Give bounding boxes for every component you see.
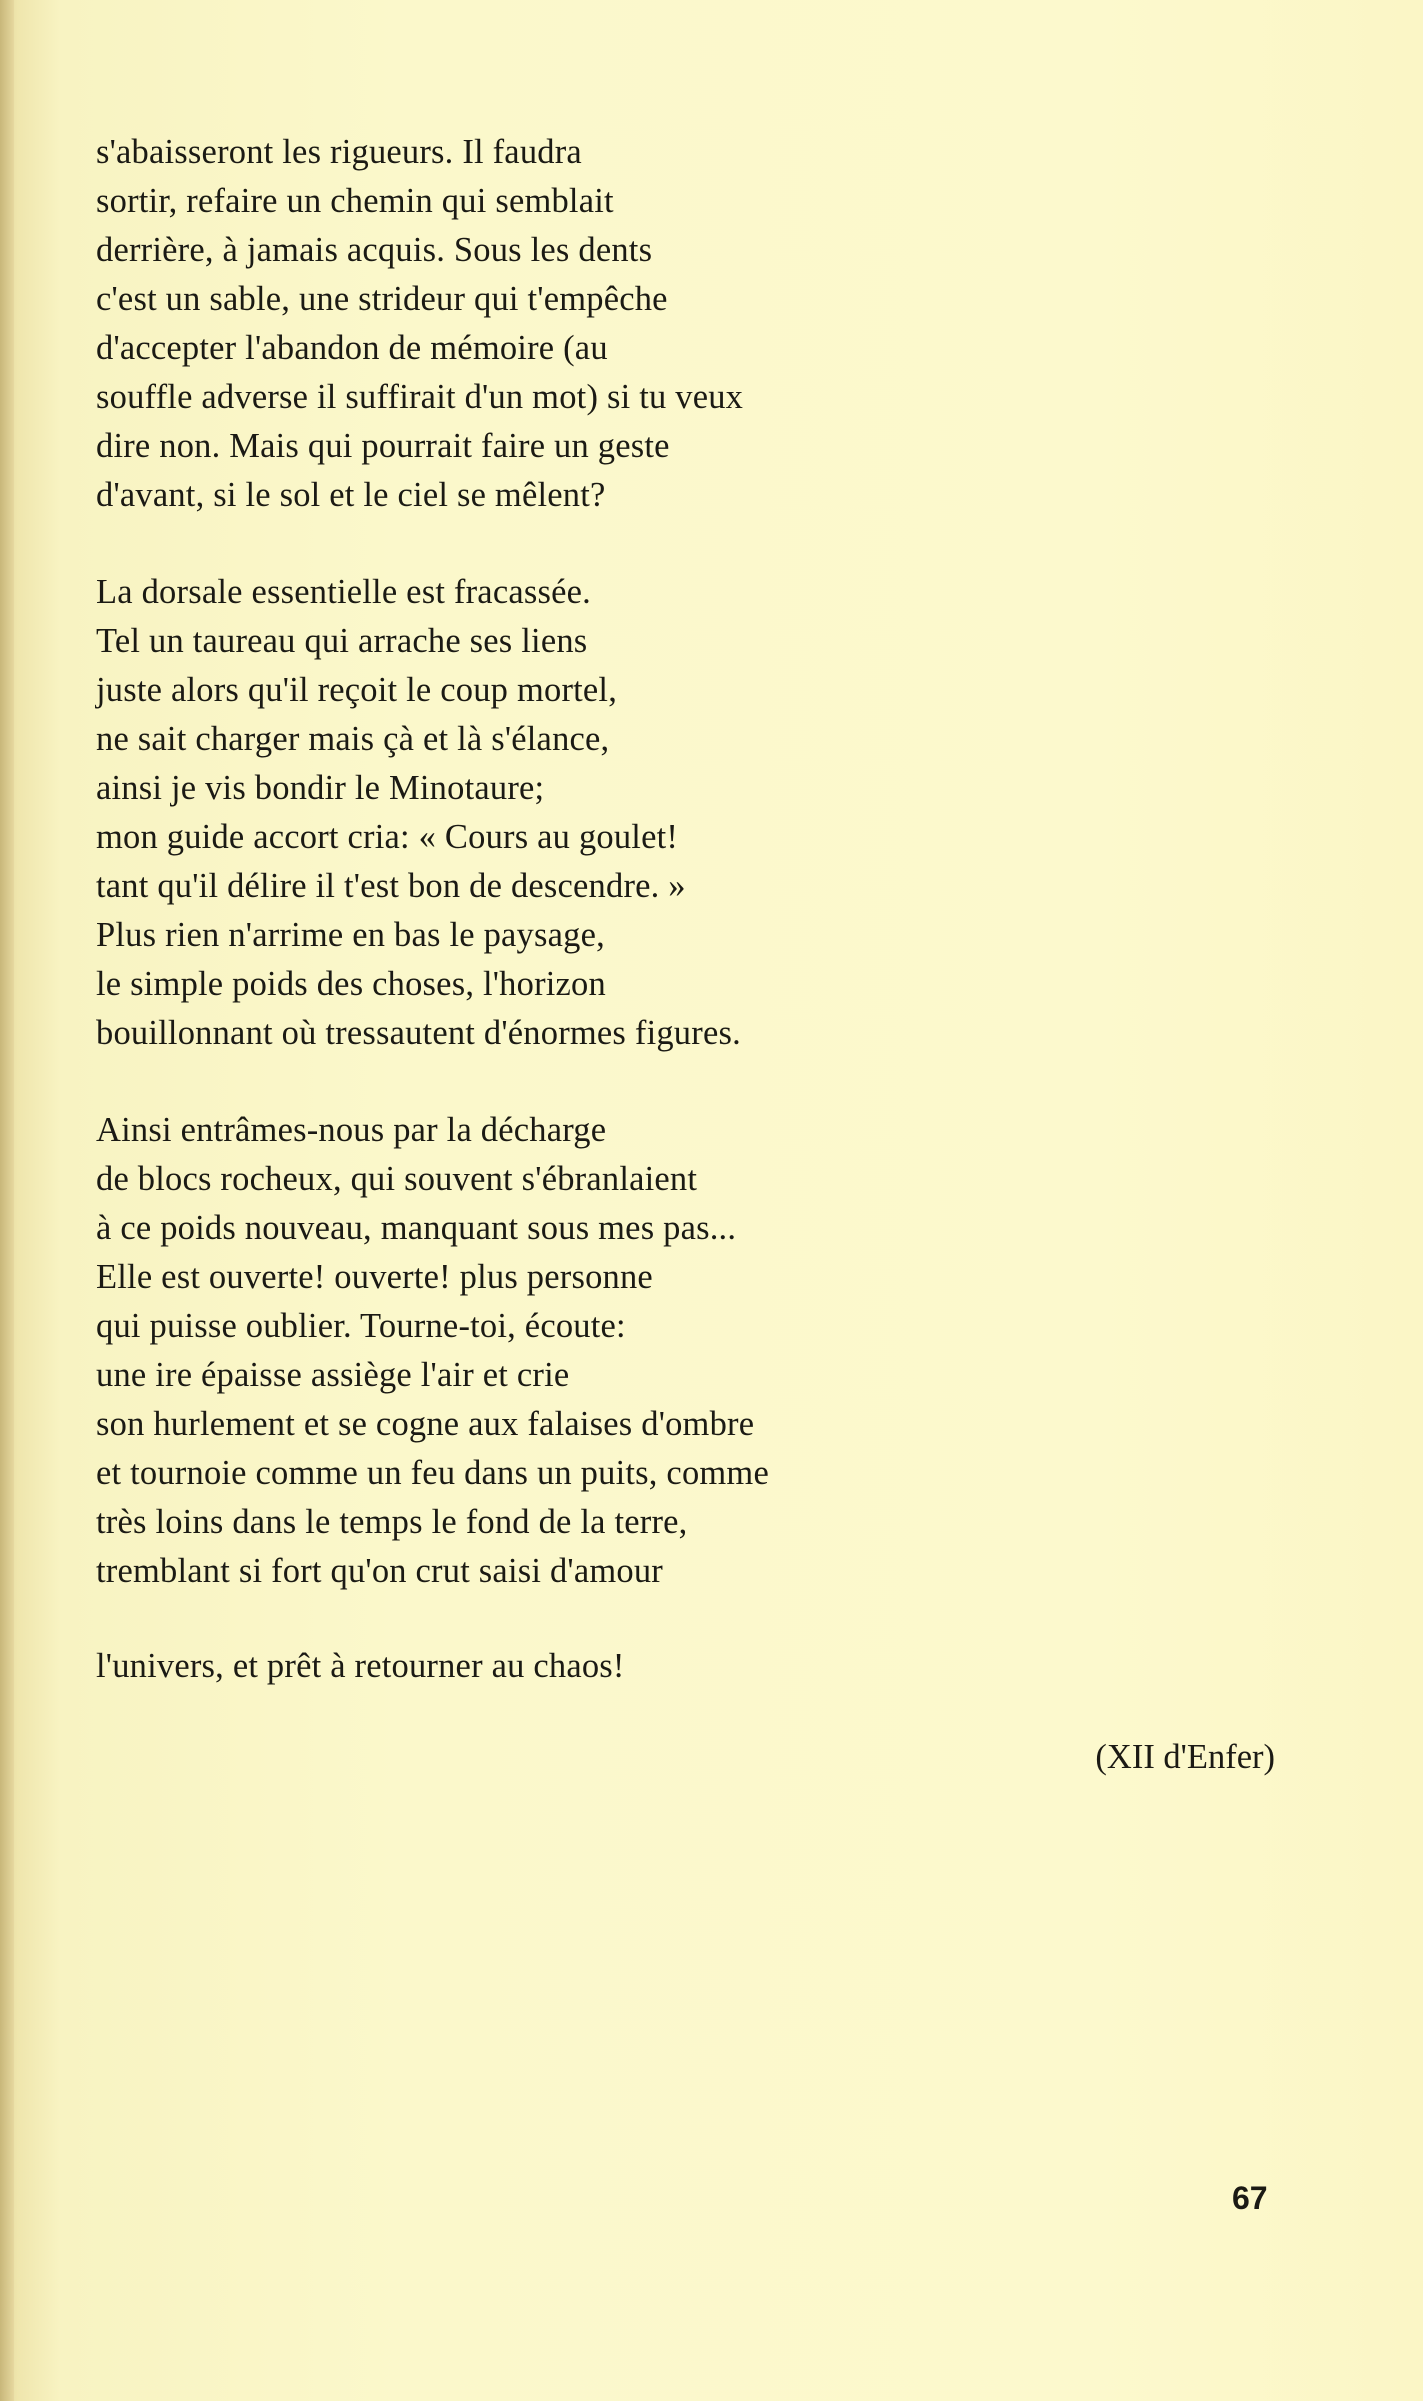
poem-line: bouillonnant où tressautent d'énormes figures. [96,1014,741,1052]
poem-line: l'univers, et prêt à retourner au chaos! [96,1647,625,1685]
stanza-4 [96,1642,1296,1691]
poem-line: Plus rien n'arrime en bas le paysage, [96,916,605,954]
poem-line: tant qu'il délire il t'est bon de descendre. » [96,867,686,905]
poem-line: une ire épaisse assiège l'air et crie [96,1356,570,1394]
poem-line: sortir, refaire un chemin qui semblait [96,182,614,220]
poem-line: qui puisse oublier. Tourne-toi, écoute: [96,1307,626,1345]
stanza-1 [96,128,1296,520]
poem-line: le simple poids des choses, l'horizon [96,965,606,1003]
poem-line: tremblant si fort qu'on crut saisi d'amour [96,1552,663,1590]
poem-line: souffle adverse il suffirait d'un mot) si tu veux [96,378,744,416]
poem-line: très loins dans le temps le fond de la terre, [96,1503,688,1541]
page-binding-edge [0,0,14,2401]
poem-line: à ce poids nouveau, manquant sous mes pas... [96,1209,737,1247]
poem-line: s'abaisseront les rigueurs. Il faudra [96,133,582,171]
poem-line: mon guide accort cria: « Cours au goulet! [96,818,679,856]
poem-line: son hurlement et se cogne aux falaises d'ombre [96,1405,755,1443]
poem-line: ne sait charger mais çà et là s'élance, [96,720,610,758]
poem-line: de blocs rocheux, qui souvent s'ébranlaient [96,1160,698,1198]
poem-line: juste alors qu'il reçoit le coup mortel, [96,671,618,709]
poem-line: et tournoie comme un feu dans un puits, comme [96,1454,769,1492]
page-number: 67 [1232,2180,1268,2216]
poem-line: ainsi je vis bondir le Minotaure; [96,769,545,807]
poem-line: d'accepter l'abandon de mémoire (au [96,329,608,367]
poem-line: La dorsale essentielle est fracassée. [96,573,591,611]
poem-line: c'est un sable, une strideur qui t'empêche [96,280,668,318]
poem-line: Tel un taureau qui arrache ses liens [96,622,588,660]
poem-line: Ainsi entrâmes-nous par la décharge [96,1111,607,1149]
poem-line: derrière, à jamais acquis. Sous les dents [96,231,653,269]
stanza-3 [96,1106,1296,1596]
poem-line: Elle est ouverte! ouverte! plus personne [96,1258,653,1296]
source-attribution: (XII d'Enfer) [1095,1738,1275,1776]
poem-text [96,128,1296,1739]
poem-line: dire non. Mais qui pourrait faire un geste [96,427,670,465]
poem-line: d'avant, si le sol et le ciel se mêlent? [96,476,606,514]
stanza-2 [96,568,1296,1058]
